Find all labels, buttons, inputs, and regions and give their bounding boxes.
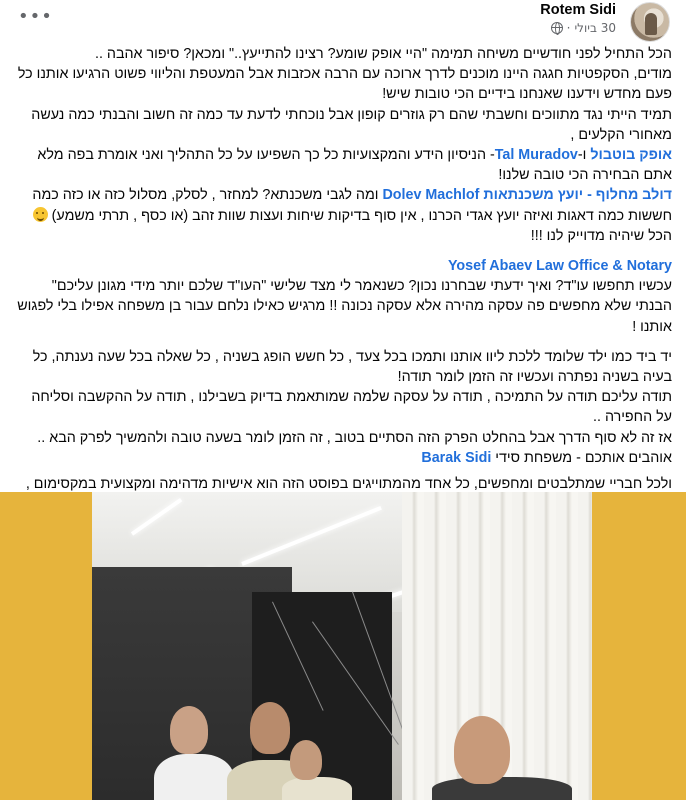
photo-scene bbox=[92, 492, 592, 800]
smile-emoji-icon bbox=[33, 207, 48, 222]
post-body bbox=[14, 44, 672, 514]
paragraph-4: אופק בוטבול ו-Tal Muradov- הניסיון הידע והמקצועיות כל כך השפיעו על כל התהליך ואני אומרת בפה מלא אתם הבחירה הכי טובה שלנו! bbox=[37, 147, 672, 184]
paragraph-10: אוהבים אותכם - משפחת סידי Barak Sidi bbox=[421, 449, 672, 466]
avatar[interactable] bbox=[630, 2, 670, 42]
mention-ofek-botbol[interactable]: אופק בוטבול bbox=[590, 147, 672, 164]
mention-dolev-machlof[interactable]: Dolev Machlof bbox=[382, 187, 480, 204]
paragraph-11: ולכל חבריי שמתלבטים ומחפשים, כל אחד מהמתוייגים בפוסט הזה הוא אישיות מדהימה ומקצועית במקסימום , bbox=[14, 474, 672, 514]
mention-dolev-machlof-he[interactable]: דולב מחלוף - יועץ משכנתאות bbox=[483, 187, 672, 204]
paragraph-7: יד ביד כמו ילד שלומד ללכת ליוו אותנו ותמכו בכל צעד , כל חשש הופג בשניה , כל שאלה בכל שעה נענתה, כל בעיה בשניה נפתרה ועכשיו זה הזמן לומר תודה! bbox=[32, 348, 672, 386]
paragraph-9: אז זה לא סוף הדרך אבל בהחלט הפרק הזה הסתיים בטוב , זה הזמן לומר בשעה טובה ולהמשיך לפרק הבא .. bbox=[37, 429, 672, 446]
globe-icon[interactable] bbox=[551, 22, 563, 34]
post-meta bbox=[551, 21, 616, 35]
more-options-icon[interactable]: ••• bbox=[18, 6, 53, 27]
paragraph-6: Yosef Abaev Law Office & Notary עכשיו תחפשו עו"ד? ואיך ידעתי שבחרנו נכון? כשנאמר לי מצד שלישי "העו"ד שלכם יותר מידי מגונן עליכם" הבנתי שלא מחפשים פה עסקה מהירה אלא עסקה נכונה !! מרגיש כאילו נלחם עבור בן משפחה אפילו בלי לפגוש אותנו ! bbox=[17, 258, 672, 335]
mention-tal-muradov[interactable]: Tal Muradov bbox=[494, 147, 578, 164]
meta-separator: · bbox=[566, 21, 571, 35]
mention-yosef-abaev[interactable]: Yosef Abaev Law Office & Notary bbox=[447, 258, 672, 275]
paragraph-2: מודים, הסקפטיות חגגה היינו מוכנים לדרך ארוכה עם הרבה אכזבות אבל המעטפת והליווי פשוט הרגיעו אותנו כל פעם מחדש וידענו שאנחנו בידיים הכי טובות שיש! bbox=[17, 66, 672, 103]
paragraph-8: תודה עליכם תודה על התמיכה , תודה על עסקה שלמה שמותאמת בדיוק בשבילנו , תודה על ההקשבה וסליחה על החפירה .. bbox=[31, 389, 672, 426]
post-date[interactable]: 30 ביולי bbox=[574, 21, 616, 35]
author-name[interactable]: Rotem Sidi bbox=[540, 2, 616, 18]
post-header bbox=[0, 0, 686, 44]
paragraph-5: דולב מחלוף - יועץ משכנתאות Dolev Machlof ומה לגבי משכנתא? למחזר , לסלק, מסלול כזה או כזה כמה חששות כמה דאגות ואיזה יועץ אגדי הכרנו , אין סוף בדיקות שיחות ועצות שוות זהב (או כסף , תרתי משמע) הכל שיהיה מדוייק לנו !!! bbox=[32, 187, 672, 244]
paragraph-3: תמיד הייתי נגד מתווכים וחשבתי שהם רק גוזרים קופון אבל נוכחתי לדעת עד כמה זה חשוב והבנתי כמה נעשה מאחורי הקלעים , bbox=[31, 106, 672, 143]
paragraph-1: הכל התחיל לפני חודשיים משיחה תמימה "היי אופק שומע? רצינו להתייעץ.." ומכאן? סיפור אהבה .. bbox=[94, 46, 672, 62]
post-photo[interactable] bbox=[0, 492, 686, 800]
mention-barak-sidi[interactable]: Barak Sidi bbox=[421, 449, 492, 466]
